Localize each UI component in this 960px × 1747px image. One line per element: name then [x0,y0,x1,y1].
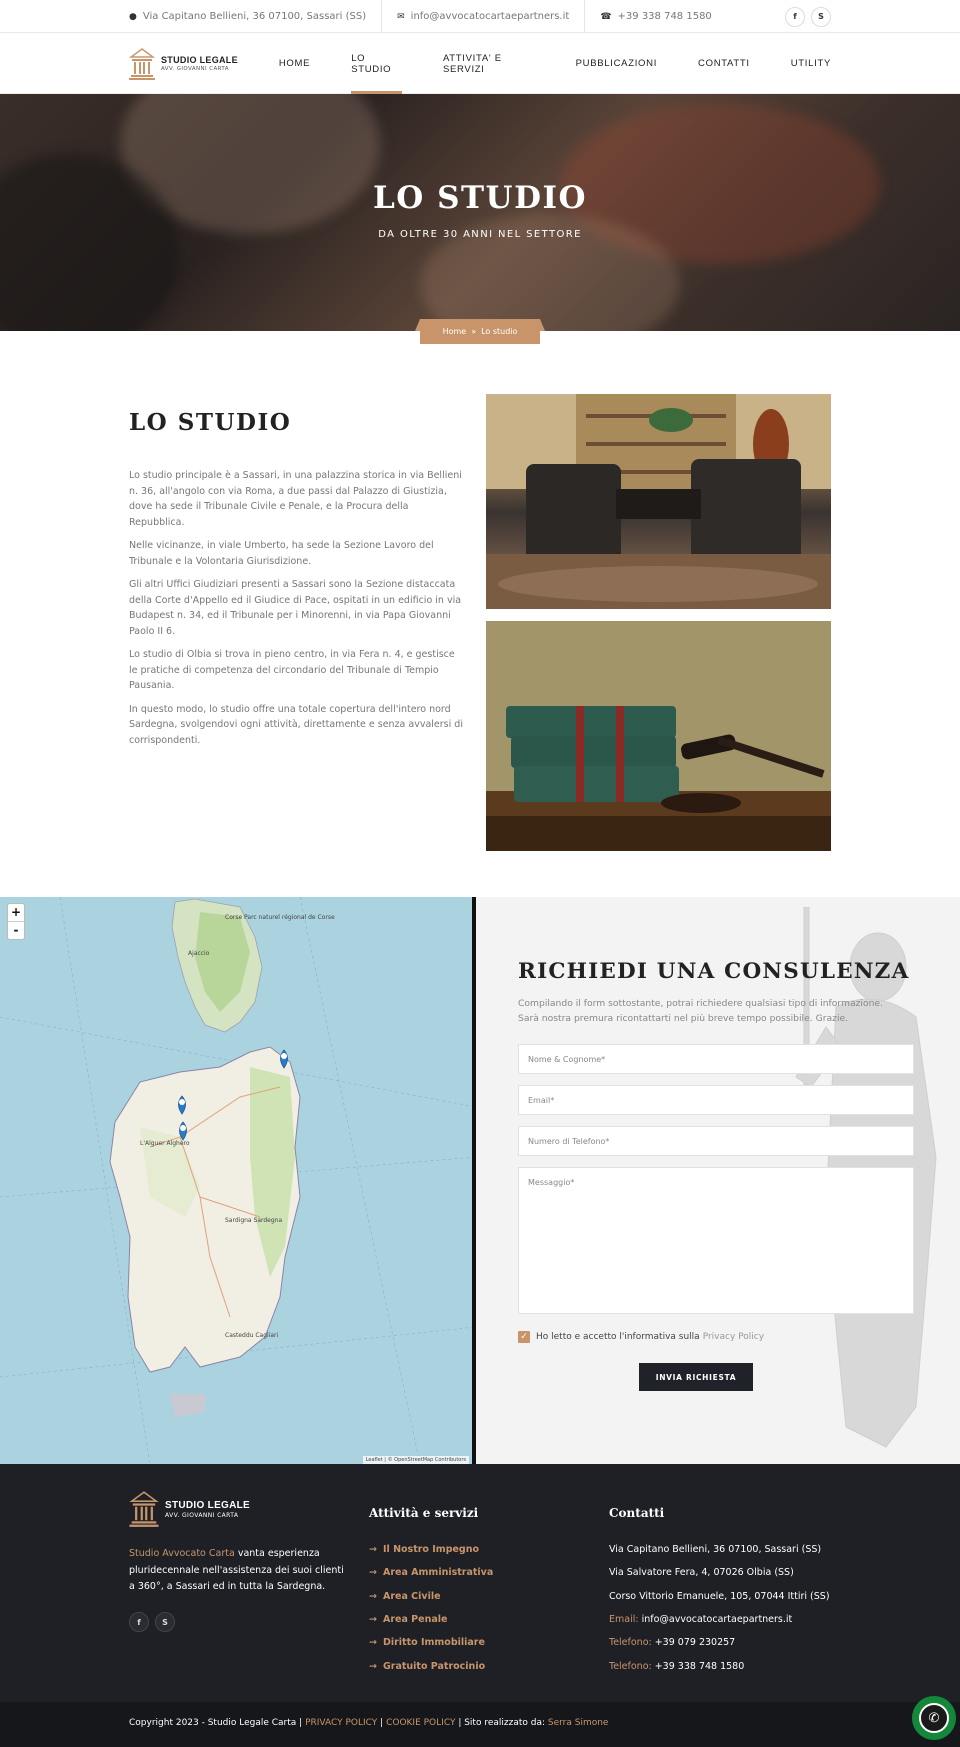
arrow-right-icon: → [369,1637,377,1649]
topbar-phone[interactable] [600,11,711,22]
contact-phone[interactable] [609,1631,830,1654]
footer-socials [129,1612,175,1632]
breadcrumb-current: Lo studio [481,327,518,336]
breadcrumb-home[interactable]: Home [442,327,467,336]
about-text [129,468,465,756]
arrow-right-icon: → [369,1660,377,1672]
services-list [369,1538,493,1678]
zoom-in-button[interactable]: + [10,905,22,919]
law-books-illustration [486,621,831,851]
topbar-email[interactable] [397,11,569,22]
divider [381,0,382,33]
skype-icon[interactable]: S [155,1612,175,1632]
services-heading: Attività e servizi [369,1506,479,1520]
location-pin-icon: ● [129,11,137,22]
top-bar [0,0,960,33]
map-tiles [0,897,476,1464]
copyright-text [129,1718,608,1728]
hero-banner [0,94,960,331]
about-paragraph: Gli altri Uffici Giudiziari presenti a Sassari sono la Sezione distaccata della Corte d'Appello ed il Giudice di Pace, ospitati in un edificio in via Budapest n. 34, ed il Tribunale per i Minorenni, in via Papa Giovanni Paolo II 6. [129,579,462,637]
divider [584,0,585,33]
footer-about-highlight: Studio Avvocato Carta [129,1548,235,1559]
consultation-form-panel [476,897,960,1464]
author-link[interactable]: Serra Simone [547,1718,609,1728]
nav-home[interactable]: HOME [278,58,311,69]
phone-label: Telefono: [609,1660,652,1672]
arrow-right-icon: → [369,1590,377,1602]
site-logo[interactable] [129,47,279,81]
name-field[interactable]: Nome & Cognome* [518,1044,914,1074]
consent-text: Ho letto e accetto l'informativa sulla [536,1332,700,1342]
email-value[interactable]: info@avvocatocartaepartners.it [641,1614,793,1626]
logo-text [161,55,238,72]
law-books-photo [486,621,831,851]
nav-pubblicazioni[interactable]: PUBBLICAZIONI [575,58,658,69]
topbar-socials [785,7,831,27]
service-link[interactable] [369,1654,493,1677]
breadcrumb [420,319,540,344]
nav-contatti[interactable]: CONTATTI [698,58,750,69]
nav-lo-studio[interactable]: LO STUDIO [351,33,402,94]
site-footer [0,1464,960,1704]
service-label[interactable]: Area Amministrativa [382,1567,494,1579]
section-title: LO STUDIO [129,409,292,436]
office-photo-illustration [486,394,831,609]
form-title: RICHIEDI UNA CONSULENZA [518,959,910,984]
service-link[interactable] [369,1631,493,1654]
service-label[interactable]: Gratuito Patrocinio [382,1660,486,1672]
service-label[interactable]: Diritto Immobiliare [382,1637,485,1649]
phone-icon: ☎ [600,11,612,22]
map-and-form-section [0,897,960,1464]
facebook-icon[interactable]: f [129,1612,149,1632]
about-paragraph: In questo modo, lo studio offre una totale copertura dell'intero nord Sardegna, svolgendovi ogni attività, direttamente e senza avvalersi di corrispondenti. [129,703,463,746]
about-paragraph: Lo studio di Olbia si trova in pieno centro, in via Fera n. 4, e gestisce le pratiche di competenza del circondario del Tribunale di Tempio Pausania. [129,649,455,691]
submit-button[interactable]: INVIA RICHIESTA [639,1363,753,1391]
logo-line-1: STUDIO LEGALE [161,55,238,65]
contact-phone[interactable] [609,1654,830,1677]
zoom-out-button[interactable]: - [8,921,24,939]
copyright-notice: Copyright 2023 - Studio Legale Carta | [129,1718,303,1728]
made-by-text: | Sito realizzato da: [458,1718,545,1728]
cookie-policy-link[interactable]: COOKIE POLICY [386,1718,456,1728]
service-link[interactable] [369,1608,493,1631]
contacts-heading: Contatti [609,1506,665,1520]
location-map[interactable] [0,897,476,1464]
email-label: Email: [609,1614,639,1626]
contact-address: Corso Vittorio Emanuele, 105, 07044 Ittiri (SS) [609,1590,830,1602]
office-photo [486,394,831,609]
footer-logo-text [165,1500,250,1519]
copyright-bar [0,1702,960,1747]
privacy-policy-link[interactable]: Privacy Policy [702,1332,765,1342]
map-attribution[interactable]: Leaflet | © OpenStreetMap Contributors [363,1456,469,1464]
main-nav [279,33,831,94]
contact-email[interactable] [609,1608,830,1631]
about-section [0,331,960,897]
logo-line-1: STUDIO LEGALE [165,1499,251,1511]
whatsapp-button[interactable] [912,1696,956,1740]
arrow-right-icon: → [369,1544,377,1556]
map-zoom-controls [7,903,25,940]
map-label: Sardigna Sardegna [225,1217,283,1224]
service-label[interactable]: Area Penale [382,1614,448,1626]
map-label: Casteddu Cagliari [225,1332,279,1339]
service-link[interactable] [369,1538,493,1561]
whatsapp-icon: ✆ [919,1703,949,1733]
separator: | [380,1718,384,1728]
contact-address: Via Salvatore Fera, 4, 07026 Olbia (SS) [609,1567,794,1579]
arrow-right-icon: → [369,1614,377,1626]
phone-field[interactable]: Numero di Telefono* [518,1126,914,1156]
service-label[interactable]: Area Civile [382,1590,441,1602]
privacy-policy-link[interactable]: PRIVACY POLICY [305,1718,378,1728]
about-paragraph: Lo studio principale è a Sassari, in una palazzina storica in via Bellieni n. 36, all'angolo con via Roma, a due passi dal Palazzo di Giustizia, dove ha sede il Tribunale Civile e Penale, e la Procura della Repubblica. [129,470,462,528]
form-description: Compilando il form sottostante, potrai richiedere qualsiasi tipo di informazione. Sarà nostra premura ricontattarti nel più breve tempo possibile. Grazie. [518,998,883,1024]
nav-attivita-servizi[interactable]: ATTIVITA' E SERVIZI [442,52,502,75]
courthouse-logo-icon [129,1490,159,1528]
email-field[interactable]: Email* [518,1085,914,1115]
phone-label: Telefono: [609,1637,652,1649]
skype-icon[interactable]: S [811,7,831,27]
consent-checkbox[interactable]: ✓ [518,1331,530,1343]
topbar-address [129,11,366,22]
main-header [0,33,960,94]
phone-value[interactable]: +39 079 230257 [654,1637,736,1649]
logo-line-2: AVV. GIOVANNI CARTA [161,66,229,72]
privacy-consent [518,1331,764,1343]
footer-about-text: vanta esperienza pluridecennale nell'assistenza dei suoi clienti a 360°, a Sassari ed in tutta la Sardegna. [129,1548,344,1592]
contact-address: Via Capitano Bellieni, 36 07100, Sassari (SS) [609,1544,822,1556]
about-paragraph: Nelle vicinanze, in viale Umberto, ha sede la Sezione Lavoro del Tribunale e la Volontaria Giurisdizione. [129,540,434,567]
service-link[interactable] [369,1585,493,1608]
envelope-icon: ✉ [397,11,405,22]
phone-value[interactable]: +39 338 748 1580 [654,1660,745,1672]
message-field[interactable]: Messaggio* [518,1167,914,1314]
service-label[interactable]: Il Nostro Impegno [382,1544,480,1556]
footer-logo[interactable] [129,1490,250,1528]
address-text: Via Capitano Bellieni, 36 07100, Sassari (SS) [142,11,367,22]
map-label: Ajaccio [188,950,210,957]
service-link[interactable] [369,1561,493,1584]
breadcrumb-separator-icon: » [471,327,477,336]
logo-line-2: AVV. GIOVANNI CARTA [165,1511,239,1519]
contacts-list [609,1538,830,1678]
hero-title: LO STUDIO [373,180,587,216]
nav-utility[interactable]: UTILITY [790,58,831,69]
map-label: L'Alguer Alghero [140,1140,190,1147]
phone-text[interactable]: +39 338 748 1580 [617,11,712,22]
courthouse-logo-icon [129,47,155,81]
hero-subtitle: DA OLTRE 30 ANNI NEL SETTORE [378,229,582,240]
arrow-right-icon: → [369,1567,377,1579]
map-label: Corse Parc naturel régional de Corse [225,914,335,921]
footer-about [129,1546,349,1596]
facebook-icon[interactable]: f [785,7,805,27]
email-text[interactable]: info@avvocatocartaepartners.it [410,11,570,22]
